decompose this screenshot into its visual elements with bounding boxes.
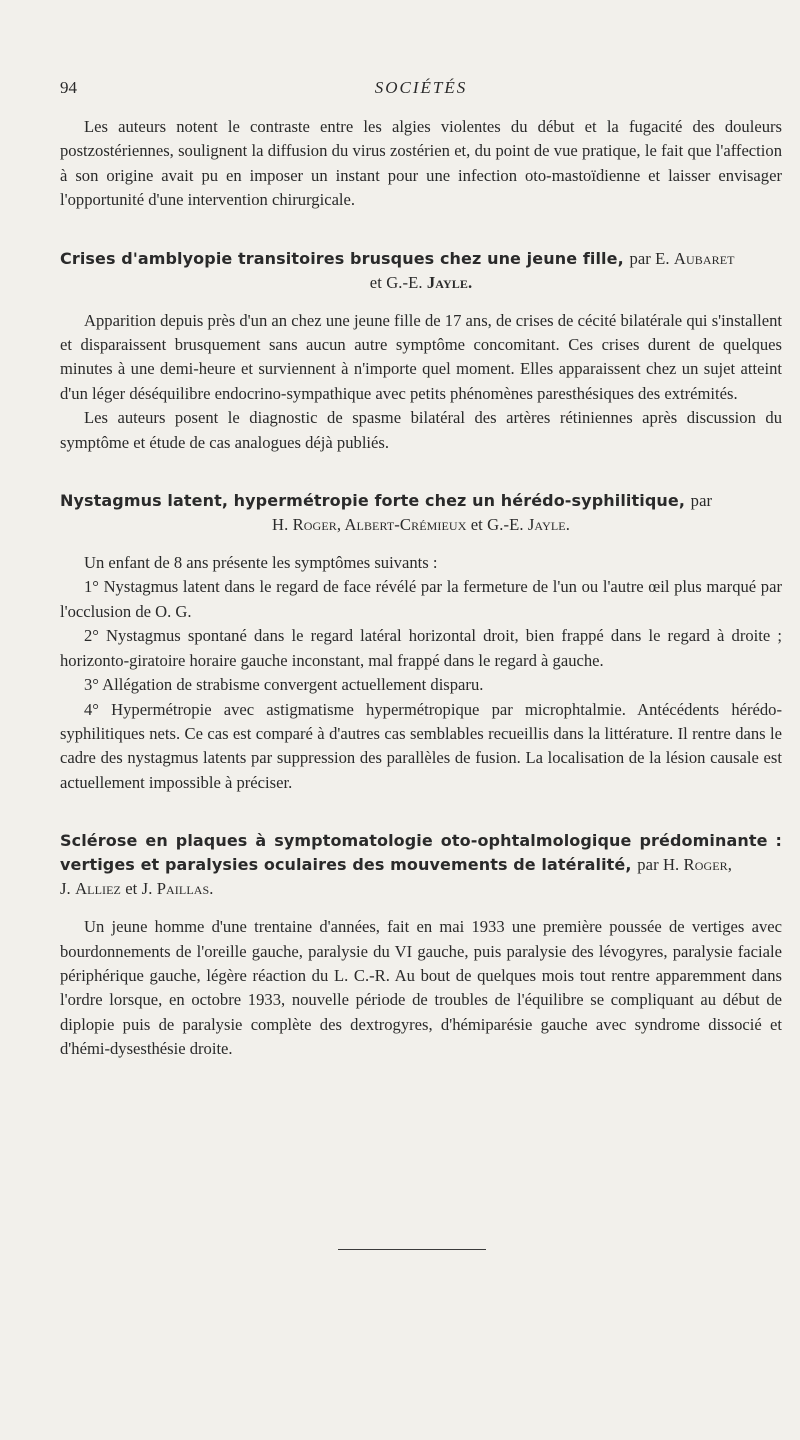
section-1-title: Crises d'amblyopie transitoires brusques chez une jeune fille, (60, 248, 624, 268)
section-1-heading (60, 247, 782, 295)
running-title: SOCIÉTÉS (374, 78, 468, 97)
section-3-title: Sclérose en plaques à symptomatologie oto-ophtalmologique prédominante : vertiges et paralysies oculaires des mouvements de latéralité, (60, 831, 782, 875)
section-1-paragraph: Les auteurs posent le diagnostic de spasme bilatéral des artères rétiniennes après discussion du symptôme et étude de cas analogues déjà publiés. (60, 408, 782, 452)
running-head (60, 78, 782, 102)
section-3-paragraph: Un jeune homme d'une trentaine d'années, fait en mai 1933 une première poussée de vertiges avec bourdonnements de l'oreille gauche, paralysie du VI gauche, puis paralysie des lévogyres, paralysie faciale périphérique gauche, légère réaction du L. C.-R. Au bout de quelques mois tout rentre apparemment dans l'ordre lorsque, en octobre 1933, nouvelle période de troubles de l'équilibre se compliquant au début de diplopie puis de paralysie complète des dextrogyres, d'hémiparésie gauche avec syndrome dissocié et d'hémi-dysesthésie droite. (60, 917, 782, 1059)
section-2-title: Nystagmus latent, hypermétropie forte chez un hérédo-syphilitique, (60, 491, 685, 511)
section-2-list-item-3: 3° Allégation de strabisme convergent actuellement disparu. (84, 675, 484, 695)
section-2-authors: par (690, 491, 713, 511)
section-3-authors-line2: J. Alliez et J. Paillas. (60, 879, 214, 899)
section-1-authors: par E. Aubaret (629, 248, 735, 268)
section-2-authors-line2: H. Roger, Albert-Crémieux et G.-E. Jayle. (272, 515, 570, 535)
section-1-body (60, 309, 782, 455)
page-body (60, 115, 782, 1062)
section-2-heading (60, 489, 782, 537)
intro-paragraph: Les auteurs notent le contraste entre les algies violentes du début et la fugacité des douleurs postzostériennes, soulignent la diffusion du virus zostérien et, du point de vue pratique, le fait que l'affection à son origine avait pu en imposer un instant pour une infection oto-mastoïdienne et laisser envisager l'opportunité d'une intervention chirurgicale. (60, 117, 782, 210)
section-3-heading (60, 829, 782, 901)
section-2-paragraph: Un enfant de 8 ans présente les symptômes suivants : (84, 553, 438, 573)
section-1-paragraph: Apparition depuis près d'un an chez une jeune fille de 17 ans, de crises de cécité bilatérale qui s'installent et disparaissent brusquement sans aucun autre symptôme concomitant. Ces crises durent de quelques minutes à une demi-heure et surviennent à n'importe quel moment. Elles apparaissent chez un sujet atteint d'un léger déséquilibre endocrino-sympathique avec petits phénomènes paresthésiques des extrémités. (60, 310, 782, 403)
page-number: 94 (60, 78, 77, 97)
section-2-list-item-4: 4° Hypermétropie avec astigmatisme hypermétropique par microphtalmie. Antécédents hérédo-syphilitiques nets. Ce cas est comparé à d'autres cas semblables recueillis dans la littérature. Il rentre dans le cadre des nystagmus latents par suppression des parallèles de fusion. La localisation de la lésion causale est actuellement impossible à préciser. (60, 699, 782, 792)
section-2-list-item-2: 2° Nystagmus spontané dans le regard latéral horizontal droit, bien frappé dans le regard à droite ; horizonto-giratoire horaire gauche inconstant, mal frappé dans le regard à gauche. (60, 626, 782, 670)
section-1-authors-line2: et G.-E. Jayle. (369, 272, 473, 292)
section-2-list-item-1: 1° Nystagmus latent dans le regard de face révélé par la fermeture de l'un ou l'autre œil plus marqué par l'occlusion de O. G. (60, 577, 782, 621)
section-3-authors: par H. Roger, (637, 855, 733, 875)
section-2-body (60, 551, 782, 795)
end-rule (338, 1249, 486, 1250)
section-3-body (60, 915, 782, 1061)
